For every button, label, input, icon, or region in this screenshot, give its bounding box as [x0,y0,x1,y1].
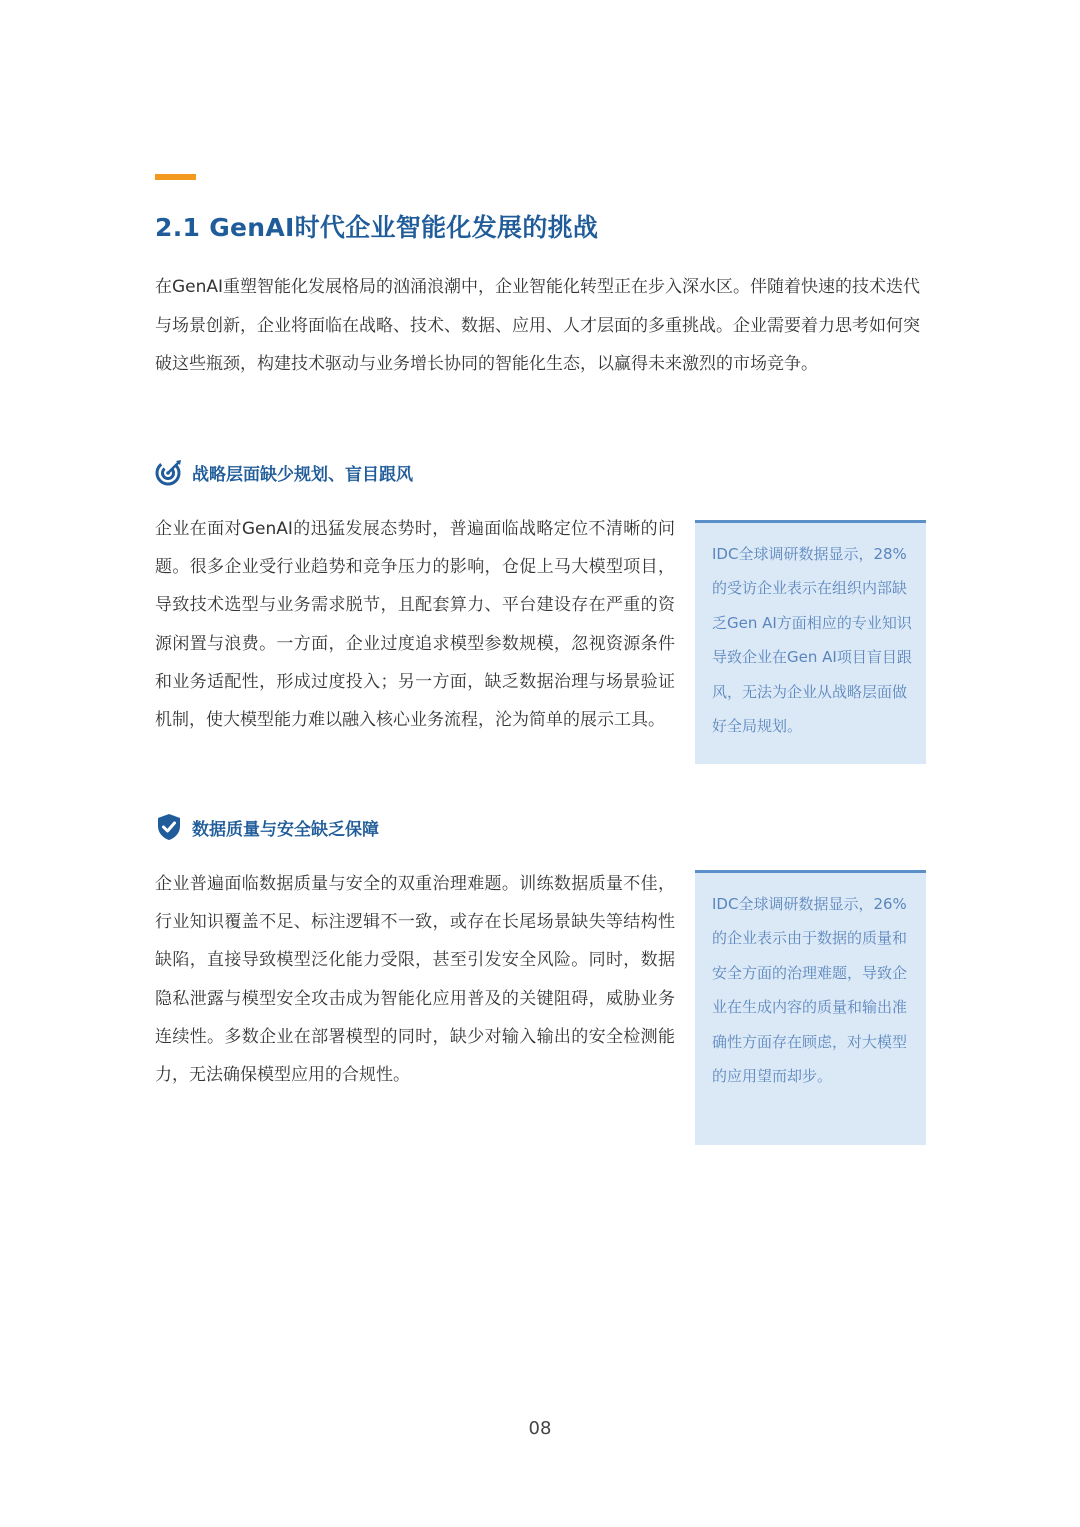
shield-check-icon [155,813,183,841]
subsection-heading-data-security [155,812,379,842]
subsection-body-data-security: 企业普遍面临数据质量与安全的双重治理难题。训练数据质量不佳，行业知识覆盖不足、标注逻辑不一致，或存在长尾场景缺失等结构性缺陷，直接导致模型泛化能力受限，甚至引发安全风险。同时，数据隐私泄露与模型安全攻击成为智能化应用普及的关键阻碍，威胁业务连续性。多数企业在部署模型的同时，缺少对输入输出的安全检测能力，无法确保模型应用的合规性。 [155,874,675,1086]
intro-paragraph: 在GenAI重塑智能化发展格局的汹涌浪潮中，企业智能化转型正在步入深水区。伴随着快速的技术迭代与场景创新，企业将面临在战略、技术、数据、应用、人才层面的多重挑战。企业需要着力思考如何突破这些瓶颈，构建技术驱动与业务增长协同的智能化生态，以赢得未来激烈的市场竞争。 [155,277,921,374]
callout-box-strategy [695,520,926,764]
subsection-heading-label: 战略层面缺少规划、盲目跟风 [192,464,413,485]
section-title: 2.1 GenAI时代企业智能化发展的挑战 [155,213,599,242]
subsection-heading-label: 数据质量与安全缺乏保障 [192,819,379,840]
callout-text: IDC全球调研数据显示，26%的企业表示由于数据的质量和安全方面的治理难题，导致企业在生成内容的质量和输出准确性方面存在顾虑，对大模型的应用望而却步。 [712,895,908,1086]
callout-text: IDC全球调研数据显示，28%的受访企业表示在组织内部缺乏Gen AI方面相应的专业知识导致企业在Gen AI项目盲目跟风，无法为企业从战略层面做好全局规划。 [712,545,912,736]
target-icon [155,458,183,486]
subsection-body-strategy: 企业在面对GenAI的迅猛发展态势时，普遍面临战略定位不清晰的问题。很多企业受行业趋势和竞争压力的影响，仓促上马大模型项目，导致技术选型与业务需求脱节，且配套算力、平台建设存在严重的资源闲置与浪费。一方面，企业过度追求模型参数规模，忽视资源条件和业务适配性，形成过度投入；另一方面，缺乏数据治理与场景验证机制，使大模型能力难以融入核心业务流程，沦为简单的展示工具。 [155,519,675,731]
page-number: 08 [528,1418,552,1439]
callout-box-data-security [695,870,926,1145]
accent-bar [155,174,196,180]
subsection-heading-strategy [155,457,413,487]
